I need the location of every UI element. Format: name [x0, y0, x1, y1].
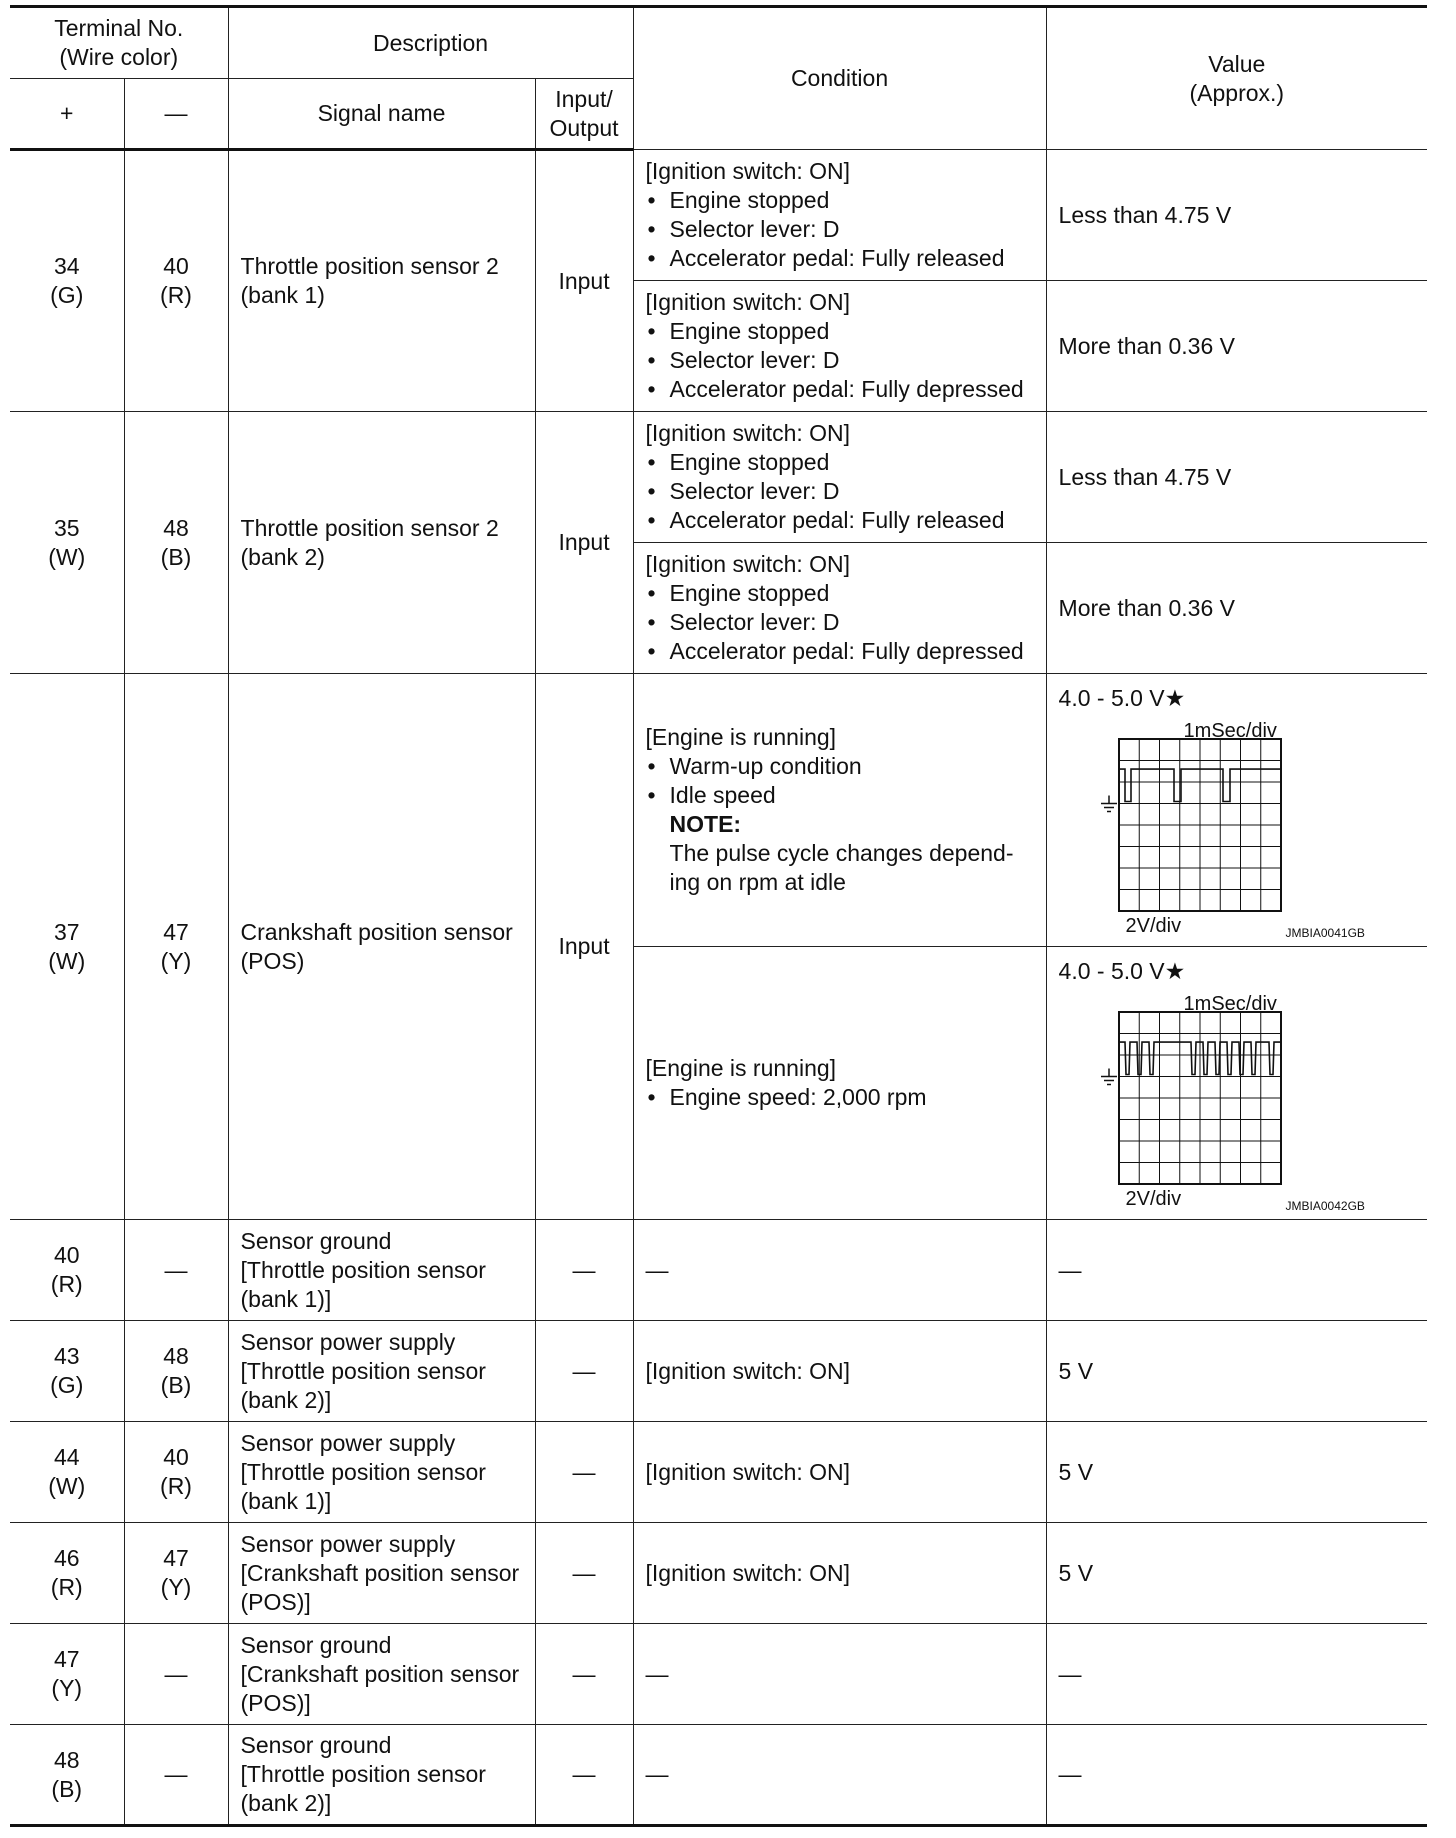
value-cell: [1046, 674, 1427, 947]
condition-cell: [Ignition switch: ON]: [633, 1321, 1046, 1422]
signal-name-line: Sensor ground: [240, 1631, 392, 1658]
signal-name-line: [Throttle position sensor: [240, 1357, 486, 1384]
value-cell: Less than 4.75 V: [1046, 412, 1427, 543]
terminal-plus: [10, 1422, 124, 1523]
condition-cell: [633, 281, 1046, 412]
condition-item: • Selector lever: D: [646, 477, 1034, 506]
wire-color: (W): [48, 947, 86, 974]
waveform-graphic: [1059, 717, 1389, 937]
terminal-number: 47: [163, 1545, 189, 1571]
header-value: [1046, 7, 1427, 150]
condition-item: • Engine stopped: [646, 186, 1034, 215]
signal-name-line: Sensor ground: [240, 1732, 392, 1758]
wire-color: (G): [50, 282, 84, 308]
terminal-spec-table: [10, 5, 1427, 1827]
terminal-minus: —: [124, 1624, 228, 1725]
terminal-plus: [10, 1321, 124, 1422]
signal-name-line: Sensor ground: [240, 1227, 392, 1254]
terminal-minus: —: [124, 1725, 228, 1826]
terminal-number: 43: [53, 1343, 80, 1369]
condition-item: • Engine stopped: [646, 317, 1034, 346]
table-row: [10, 1220, 1427, 1321]
note-text: ing on rpm at idle: [669, 869, 846, 895]
signal-name-line: Crankshaft position sensor: [240, 918, 513, 945]
figure-code: JMBIA0041GB: [1285, 926, 1365, 940]
signal-name: [228, 1523, 535, 1624]
terminal-plus: [10, 412, 124, 674]
wire-color: (W): [48, 1473, 86, 1499]
waveform-graphic: [1059, 990, 1389, 1210]
header-terminal-no: [10, 7, 228, 79]
wire-color: (Y): [160, 947, 192, 974]
io-type: —: [535, 1624, 633, 1725]
terminal-plus: [10, 1523, 124, 1624]
table-row: [10, 150, 1427, 281]
time-div-label: 1mSec/div: [1183, 720, 1277, 742]
condition-item: • Engine stopped: [646, 579, 1034, 608]
table-row: [10, 1725, 1427, 1826]
value-cell: 5 V: [1046, 1321, 1427, 1422]
terminal-minus: [124, 412, 228, 674]
condition-list: [646, 186, 1034, 273]
condition-cell: [633, 674, 1046, 947]
condition-item: • Warm-up condition: [646, 752, 1034, 781]
signal-name: [228, 412, 535, 674]
condition-list: [646, 1083, 1034, 1112]
value-text: 4.0 - 5.0 V: [1058, 685, 1165, 711]
condition-item: • Selector lever: D: [646, 215, 1034, 244]
wire-color: (R): [50, 1574, 83, 1600]
terminal-plus: [10, 150, 124, 412]
header-row-1: [10, 7, 1427, 79]
volt-div-label: 2V/div: [1125, 1188, 1182, 1210]
signal-name-line: (bank 1): [240, 282, 325, 308]
terminal-plus: [10, 1220, 124, 1321]
condition-item: • Accelerator pedal: Fully released: [646, 506, 1034, 535]
signal-name-line: [Throttle position sensor: [240, 1458, 486, 1485]
header-input-label: Input/: [555, 85, 613, 112]
signal-name-line: (bank 2)]: [240, 1790, 332, 1816]
wire-color: (B): [160, 543, 192, 570]
io-type: Input: [535, 412, 633, 674]
volt-div-label: 2V/div: [1125, 915, 1182, 937]
terminal-minus: [124, 674, 228, 1220]
header-wire-color-label: (Wire color): [59, 44, 179, 70]
value-cell: —: [1046, 1725, 1427, 1826]
io-type: Input: [535, 150, 633, 412]
terminal-number: 40: [53, 1242, 80, 1268]
terminal-minus: —: [124, 1220, 228, 1321]
signal-name: [228, 674, 535, 1220]
header-approx-label: (Approx.): [1189, 79, 1285, 106]
terminal-minus: [124, 1523, 228, 1624]
terminal-number: 40: [163, 253, 189, 279]
signal-name-line: (bank 2): [240, 543, 325, 570]
value-range: [1059, 957, 1416, 986]
time-div-label: 1mSec/div: [1183, 993, 1277, 1015]
wire-color: (G): [50, 1372, 84, 1398]
signal-name-line: (POS): [240, 947, 305, 974]
condition-item: • Selector lever: D: [646, 608, 1034, 637]
value-cell: Less than 4.75 V: [1046, 150, 1427, 281]
table-row: [10, 412, 1427, 543]
signal-name: [228, 1624, 535, 1725]
terminal-plus: [10, 1725, 124, 1826]
table-row: [10, 1624, 1427, 1725]
condition-list: [646, 579, 1034, 666]
condition-item: • Accelerator pedal: Fully depressed: [646, 375, 1034, 404]
signal-name-line: (bank 1)]: [240, 1487, 332, 1514]
signal-name: [228, 1725, 535, 1826]
wire-color: (B): [51, 1775, 83, 1802]
signal-name-line: [Crankshaft position sensor: [240, 1660, 520, 1687]
value-range: [1059, 684, 1416, 713]
condition-item: • Engine stopped: [646, 448, 1034, 477]
condition-cell: —: [633, 1624, 1046, 1725]
condition-list: [646, 448, 1034, 535]
condition-list: [646, 752, 1034, 810]
table-row: [10, 1321, 1427, 1422]
terminal-number: 35: [53, 514, 80, 541]
condition-item: • Accelerator pedal: Fully depressed: [646, 637, 1034, 666]
signal-name-line: (bank 1)]: [240, 1285, 332, 1312]
signal-name-line: [Throttle position sensor: [240, 1761, 486, 1787]
signal-name: [228, 1422, 535, 1523]
condition-cell: [633, 412, 1046, 543]
wire-color: (W): [48, 543, 86, 570]
oscilloscope-waveform-2000rpm: [1059, 990, 1389, 1213]
io-type: —: [535, 1523, 633, 1624]
header-terminal-no-label: Terminal No.: [54, 15, 184, 41]
wire-color: (R): [160, 1473, 192, 1499]
wire-color: (Y): [51, 1675, 83, 1701]
wire-color: (R): [160, 282, 192, 308]
star-icon: ★: [1164, 958, 1186, 984]
signal-name-line: Throttle position sensor 2: [240, 253, 499, 279]
signal-name-line: (POS)]: [240, 1588, 311, 1615]
star-icon: ★: [1164, 685, 1186, 711]
value-cell: More than 0.36 V: [1046, 281, 1427, 412]
value-cell: More than 0.36 V: [1046, 543, 1427, 674]
ground-icon: [1101, 1069, 1117, 1085]
note-title: NOTE:: [669, 811, 742, 837]
terminal-number: 48: [53, 1746, 80, 1773]
terminal-number: 44: [53, 1444, 80, 1470]
figure-code: JMBIA0042GB: [1285, 1199, 1365, 1213]
ground-icon: [1101, 796, 1117, 812]
header-condition: Condition: [633, 7, 1046, 150]
condition-head: [Ignition switch: ON]: [645, 158, 851, 184]
condition-head: [Engine is running]: [645, 1055, 837, 1081]
value-cell: —: [1046, 1220, 1427, 1321]
wire-color: (Y): [160, 1574, 192, 1600]
header-plus: +: [10, 79, 124, 150]
header-signal-name: Signal name: [228, 79, 535, 150]
signal-name-line: Throttle position sensor 2: [240, 514, 499, 541]
condition-item: • Idle speed: [646, 781, 1034, 810]
note-text: The pulse cycle changes depend-: [669, 840, 1014, 866]
terminal-number: 48: [163, 514, 189, 541]
condition-item: • Accelerator pedal: Fully released: [646, 244, 1034, 273]
condition-cell: —: [633, 1725, 1046, 1826]
table-row: [10, 674, 1427, 947]
io-type: —: [535, 1725, 633, 1826]
terminal-plus: [10, 674, 124, 1220]
oscilloscope-waveform-idle: [1059, 717, 1389, 940]
value-cell: 5 V: [1046, 1523, 1427, 1624]
condition-item: • Engine speed: 2,000 rpm: [646, 1083, 1034, 1112]
signal-name-line: (POS)]: [240, 1689, 311, 1716]
condition-cell: [633, 543, 1046, 674]
io-type: —: [535, 1220, 633, 1321]
table-row: [10, 1422, 1427, 1523]
signal-name-line: Sensor power supply: [240, 1530, 456, 1557]
condition-list: [646, 317, 1034, 404]
terminal-number: 48: [163, 1343, 189, 1369]
wire-color: (R): [50, 1271, 83, 1297]
terminal-minus: [124, 1321, 228, 1422]
io-type: —: [535, 1321, 633, 1422]
io-type: Input: [535, 674, 633, 1220]
signal-name: [228, 150, 535, 412]
condition-cell: [Ignition switch: ON]: [633, 1523, 1046, 1624]
condition-cell: [Ignition switch: ON]: [633, 1422, 1046, 1523]
condition-head: [Engine is running]: [645, 724, 837, 750]
terminal-number: 37: [53, 918, 80, 945]
condition-head: [Ignition switch: ON]: [645, 289, 851, 315]
condition-cell: —: [633, 1220, 1046, 1321]
value-cell: 5 V: [1046, 1422, 1427, 1523]
condition-head: [Ignition switch: ON]: [645, 551, 851, 577]
terminal-number: 47: [163, 918, 189, 945]
header-minus: —: [124, 79, 228, 150]
signal-name-line: [Throttle position sensor: [240, 1256, 486, 1283]
terminal-number: 34: [53, 253, 80, 279]
terminal-number: 40: [163, 1444, 189, 1470]
terminal-minus: [124, 150, 228, 412]
terminal-plus: [10, 1624, 124, 1725]
condition-item: • Selector lever: D: [646, 346, 1034, 375]
signal-name-line: [Crankshaft position sensor: [240, 1559, 520, 1586]
condition-cell: [633, 150, 1046, 281]
signal-name-line: Sensor power supply: [240, 1328, 456, 1355]
value-text: 4.0 - 5.0 V: [1058, 958, 1165, 984]
signal-name-line: Sensor power supply: [240, 1429, 456, 1456]
condition-cell: [633, 947, 1046, 1220]
terminal-number: 46: [53, 1545, 80, 1571]
signal-name: [228, 1220, 535, 1321]
header-input-output: [535, 79, 633, 150]
table-row: [10, 1523, 1427, 1624]
terminal-number: 47: [53, 1646, 80, 1672]
header-output-label: Output: [549, 114, 619, 141]
io-type: —: [535, 1422, 633, 1523]
signal-name: [228, 1321, 535, 1422]
signal-name-line: (bank 2)]: [240, 1386, 332, 1413]
terminal-minus: [124, 1422, 228, 1523]
header-value-label: Value: [1208, 50, 1266, 77]
value-cell: —: [1046, 1624, 1427, 1725]
header-description: Description: [228, 7, 633, 79]
value-cell: [1046, 947, 1427, 1220]
condition-head: [Ignition switch: ON]: [645, 420, 851, 446]
wire-color: (B): [160, 1372, 192, 1398]
